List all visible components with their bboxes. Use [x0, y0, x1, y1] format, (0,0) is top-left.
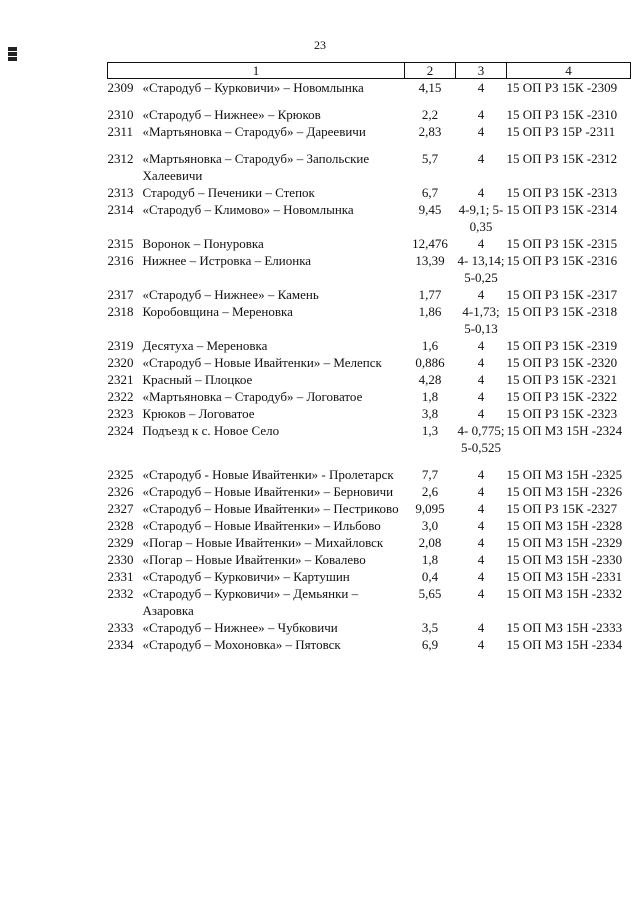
road-length: 6,7 [421, 185, 439, 200]
road-code: 15 ОП РЗ 15К -2323 [506, 406, 618, 421]
road-code: 15 ОП РЗ 15К -2316 [506, 253, 618, 268]
road-category: 4- 0,775; 5-0,525 [457, 423, 505, 455]
road-length: 3,5 [421, 620, 439, 635]
table-row [108, 106, 631, 123]
road-length: 0,886 [415, 355, 445, 370]
road-category: 4 [477, 518, 485, 533]
road-category: 4 [477, 535, 485, 550]
road-length: 3,0 [421, 518, 439, 533]
table-row [108, 303, 631, 337]
row-number: 2311 [107, 124, 134, 139]
table-row [108, 150, 631, 184]
row-number: 2324 [107, 423, 134, 438]
road-category: 4 [477, 501, 485, 516]
table-row [108, 337, 631, 354]
road-length: 5,7 [421, 151, 439, 166]
row-number: 2329 [107, 535, 134, 550]
row-number: 2333 [107, 620, 134, 635]
road-name: Коробовщина – Мереновка [142, 304, 293, 319]
road-length: 4,15 [418, 80, 442, 95]
road-category: 4 [477, 151, 485, 166]
road-category: 4-1,73; 5-0,13 [462, 304, 500, 336]
row-number: 2325 [107, 467, 134, 482]
road-code: 15 ОП РЗ 15К -2314 [506, 202, 618, 217]
row-number: 2314 [107, 202, 134, 217]
road-name: Крюков – Логоватое [142, 406, 255, 421]
road-category: 4 [477, 287, 485, 302]
road-category: 4 [477, 338, 485, 353]
row-number: 2318 [107, 304, 134, 319]
margin-mark [8, 57, 17, 61]
row-number: 2309 [107, 80, 134, 95]
row-number: 2322 [107, 389, 134, 404]
road-name: «Стародуб – Курковичи» – Новомлынка [142, 80, 364, 95]
road-code: 15 ОП РЗ 15К -2320 [506, 355, 618, 370]
road-name: «Стародуб – Климово» – Новомлынка [142, 202, 354, 217]
road-code: 15 ОП МЗ 15Н -2332 [506, 586, 623, 601]
road-name: Десятуха – Мереновка [142, 338, 268, 353]
header-row [108, 63, 631, 79]
row-number: 2320 [107, 355, 134, 370]
road-name: «Стародуб – Новые Ивайтенки» – Мелепск [142, 355, 382, 370]
road-category: 4 [477, 185, 485, 200]
row-number: 2317 [107, 287, 134, 302]
table-row [108, 619, 631, 636]
road-code: 15 ОП РЗ 15К -2309 [506, 80, 618, 95]
road-category: 4- 13,14; 5-0,25 [457, 253, 505, 285]
table-row [108, 201, 631, 235]
road-length: 13,39 [415, 253, 445, 268]
road-name: Подъезд к с. Новое Село [142, 423, 280, 438]
road-length: 4,28 [418, 372, 442, 387]
road-code: 15 ОП РЗ 15К -2317 [506, 287, 618, 302]
road-code: 15 ОП РЗ 15К -2315 [506, 236, 618, 251]
road-length: 2,2 [421, 107, 439, 122]
road-name: «Стародуб - Новые Ивайтенки» - Пролетарск [142, 467, 394, 482]
road-category: 4 [477, 406, 485, 421]
road-code: 15 ОП МЗ 15Н -2333 [506, 620, 623, 635]
road-code: 15 ОП РЗ 15К -2310 [506, 107, 618, 122]
road-length: 1,77 [418, 287, 442, 302]
row-number: 2313 [107, 185, 134, 200]
road-length: 2,6 [421, 484, 439, 499]
road-category: 4 [477, 372, 485, 387]
road-category: 4 [477, 124, 485, 139]
row-number: 2312 [107, 151, 134, 166]
road-name: «Стародуб – Курковичи» – Демьянки – Азаровка [142, 586, 359, 618]
table-row [108, 534, 631, 551]
road-length: 9,095 [415, 501, 445, 516]
table-row [108, 123, 631, 140]
road-name: «Стародуб – Нижнее» – Крюков [142, 107, 321, 122]
road-category: 4 [477, 107, 485, 122]
road-code: 15 ОП МЗ 15Н -2330 [506, 552, 623, 567]
road-category: 4 [477, 586, 485, 601]
road-name: Воронок – Понуровка [142, 236, 264, 251]
road-code: 15 ОП РЗ 15К -2319 [506, 338, 618, 353]
road-category: 4 [477, 637, 485, 652]
road-length: 9,45 [418, 202, 442, 217]
row-number: 2321 [107, 372, 134, 387]
table-row [108, 636, 631, 653]
road-code: 15 ОП РЗ 15К -2313 [506, 185, 618, 200]
road-category: 4 [477, 389, 485, 404]
row-number: 2315 [107, 236, 134, 251]
road-category: 4 [477, 484, 485, 499]
table-row [108, 354, 631, 371]
road-code: 15 ОП МЗ 15Н -2324 [506, 423, 623, 438]
road-length: 6,9 [421, 637, 439, 652]
road-name: «Стародуб – Новые Ивайтенки» – Ильбово [142, 518, 381, 533]
table-row [108, 184, 631, 201]
row-number: 2334 [107, 637, 134, 652]
row-number: 2332 [107, 586, 134, 601]
road-length: 2,08 [418, 535, 442, 550]
table-row [108, 371, 631, 388]
road-code: 15 ОП РЗ 15К -2321 [506, 372, 618, 387]
road-category: 4 [477, 620, 485, 635]
road-length: 1,86 [418, 304, 442, 319]
road-code: 15 ОП РЗ 15К -2327 [506, 501, 618, 516]
row-number: 2310 [107, 107, 134, 122]
table-row [108, 585, 631, 619]
road-name: «Погар – Новые Ивайтенки» – Ковалево [142, 552, 366, 567]
road-length: 1,8 [421, 552, 439, 567]
road-name: «Стародуб – Мохоновка» – Пятовск [142, 637, 341, 652]
table-row [108, 235, 631, 252]
column-header: 4 [507, 63, 631, 79]
table-row [108, 388, 631, 405]
road-name: «Стародуб – Нижнее» – Чубковичи [142, 620, 338, 635]
road-code: 15 ОП РЗ 15К -2312 [506, 151, 618, 166]
row-number: 2316 [107, 253, 134, 268]
column-header: 2 [405, 63, 456, 79]
road-name: «Погар – Новые Ивайтенки» – Михайловск [142, 535, 384, 550]
row-number: 2331 [107, 569, 134, 584]
row-number: 2330 [107, 552, 134, 567]
table-row [108, 286, 631, 303]
road-length: 1,8 [421, 389, 439, 404]
road-code: 15 ОП РЗ 15Р -2311 [506, 124, 616, 139]
road-code: 15 ОП МЗ 15Н -2326 [506, 484, 623, 499]
road-length: 7,7 [421, 467, 439, 482]
road-category: 4 [477, 80, 485, 95]
column-header: 3 [456, 63, 507, 79]
table-row [108, 500, 631, 517]
table-row [108, 422, 631, 456]
table-row [108, 517, 631, 534]
road-category: 4 [477, 236, 485, 251]
table-row [108, 483, 631, 500]
road-name: Нижнее – Истровка – Елионка [142, 253, 312, 268]
road-name: «Стародуб – Новые Ивайтенки» – Пестриково [142, 501, 399, 516]
table-row [108, 466, 631, 483]
road-length: 1,6 [421, 338, 439, 353]
row-number: 2326 [107, 484, 134, 499]
table-row [108, 551, 631, 568]
road-code: 15 ОП МЗ 15Н -2331 [506, 569, 623, 584]
road-length: 12,476 [412, 236, 448, 251]
page-number: 23 [314, 38, 326, 52]
road-name: Стародуб – Печеники – Степок [142, 185, 315, 200]
road-length: 3,8 [421, 406, 439, 421]
road-name: «Стародуб – Курковичи» – Картушин [142, 569, 350, 584]
row-number: 2323 [107, 406, 134, 421]
road-name: «Стародуб – Нижнее» – Камень [142, 287, 319, 302]
road-code: 15 ОП РЗ 15К -2318 [506, 304, 618, 319]
road-code: 15 ОП РЗ 15К -2322 [506, 389, 618, 404]
road-name: Красный – Плоцкое [142, 372, 253, 387]
road-code: 15 ОП МЗ 15Н -2325 [506, 467, 623, 482]
road-category: 4 [477, 355, 485, 370]
road-category: 4 [477, 467, 485, 482]
table-row [108, 79, 631, 97]
road-code: 15 ОП МЗ 15Н -2328 [506, 518, 623, 533]
road-length: 0,4 [421, 569, 439, 584]
road-code: 15 ОП МЗ 15Н -2329 [506, 535, 623, 550]
table-row [108, 405, 631, 422]
road-category: 4 [477, 569, 485, 584]
row-number: 2328 [107, 518, 134, 533]
road-category: 4 [477, 552, 485, 567]
road-category: 4-9,1; 5-0,35 [458, 202, 504, 234]
row-number: 2327 [107, 501, 134, 516]
table-row [108, 252, 631, 286]
row-number: 2319 [107, 338, 134, 353]
column-header: 1 [108, 63, 405, 79]
road-code: 15 ОП МЗ 15Н -2334 [506, 637, 623, 652]
road-name: «Стародуб – Новые Ивайтенки» – Берновичи [142, 484, 394, 499]
table-row [108, 568, 631, 585]
road-length: 1,3 [421, 423, 439, 438]
road-name: «Мартьяновка – Стародуб» – Логоватое [142, 389, 363, 404]
roads-table [107, 62, 631, 653]
road-name: «Мартьяновка – Стародуб» – Дареевичи [142, 124, 366, 139]
road-length: 5,65 [418, 586, 442, 601]
road-length: 2,83 [418, 124, 442, 139]
road-name: «Мартьяновка – Стародуб» – Запольские Халеевичи [142, 151, 370, 183]
